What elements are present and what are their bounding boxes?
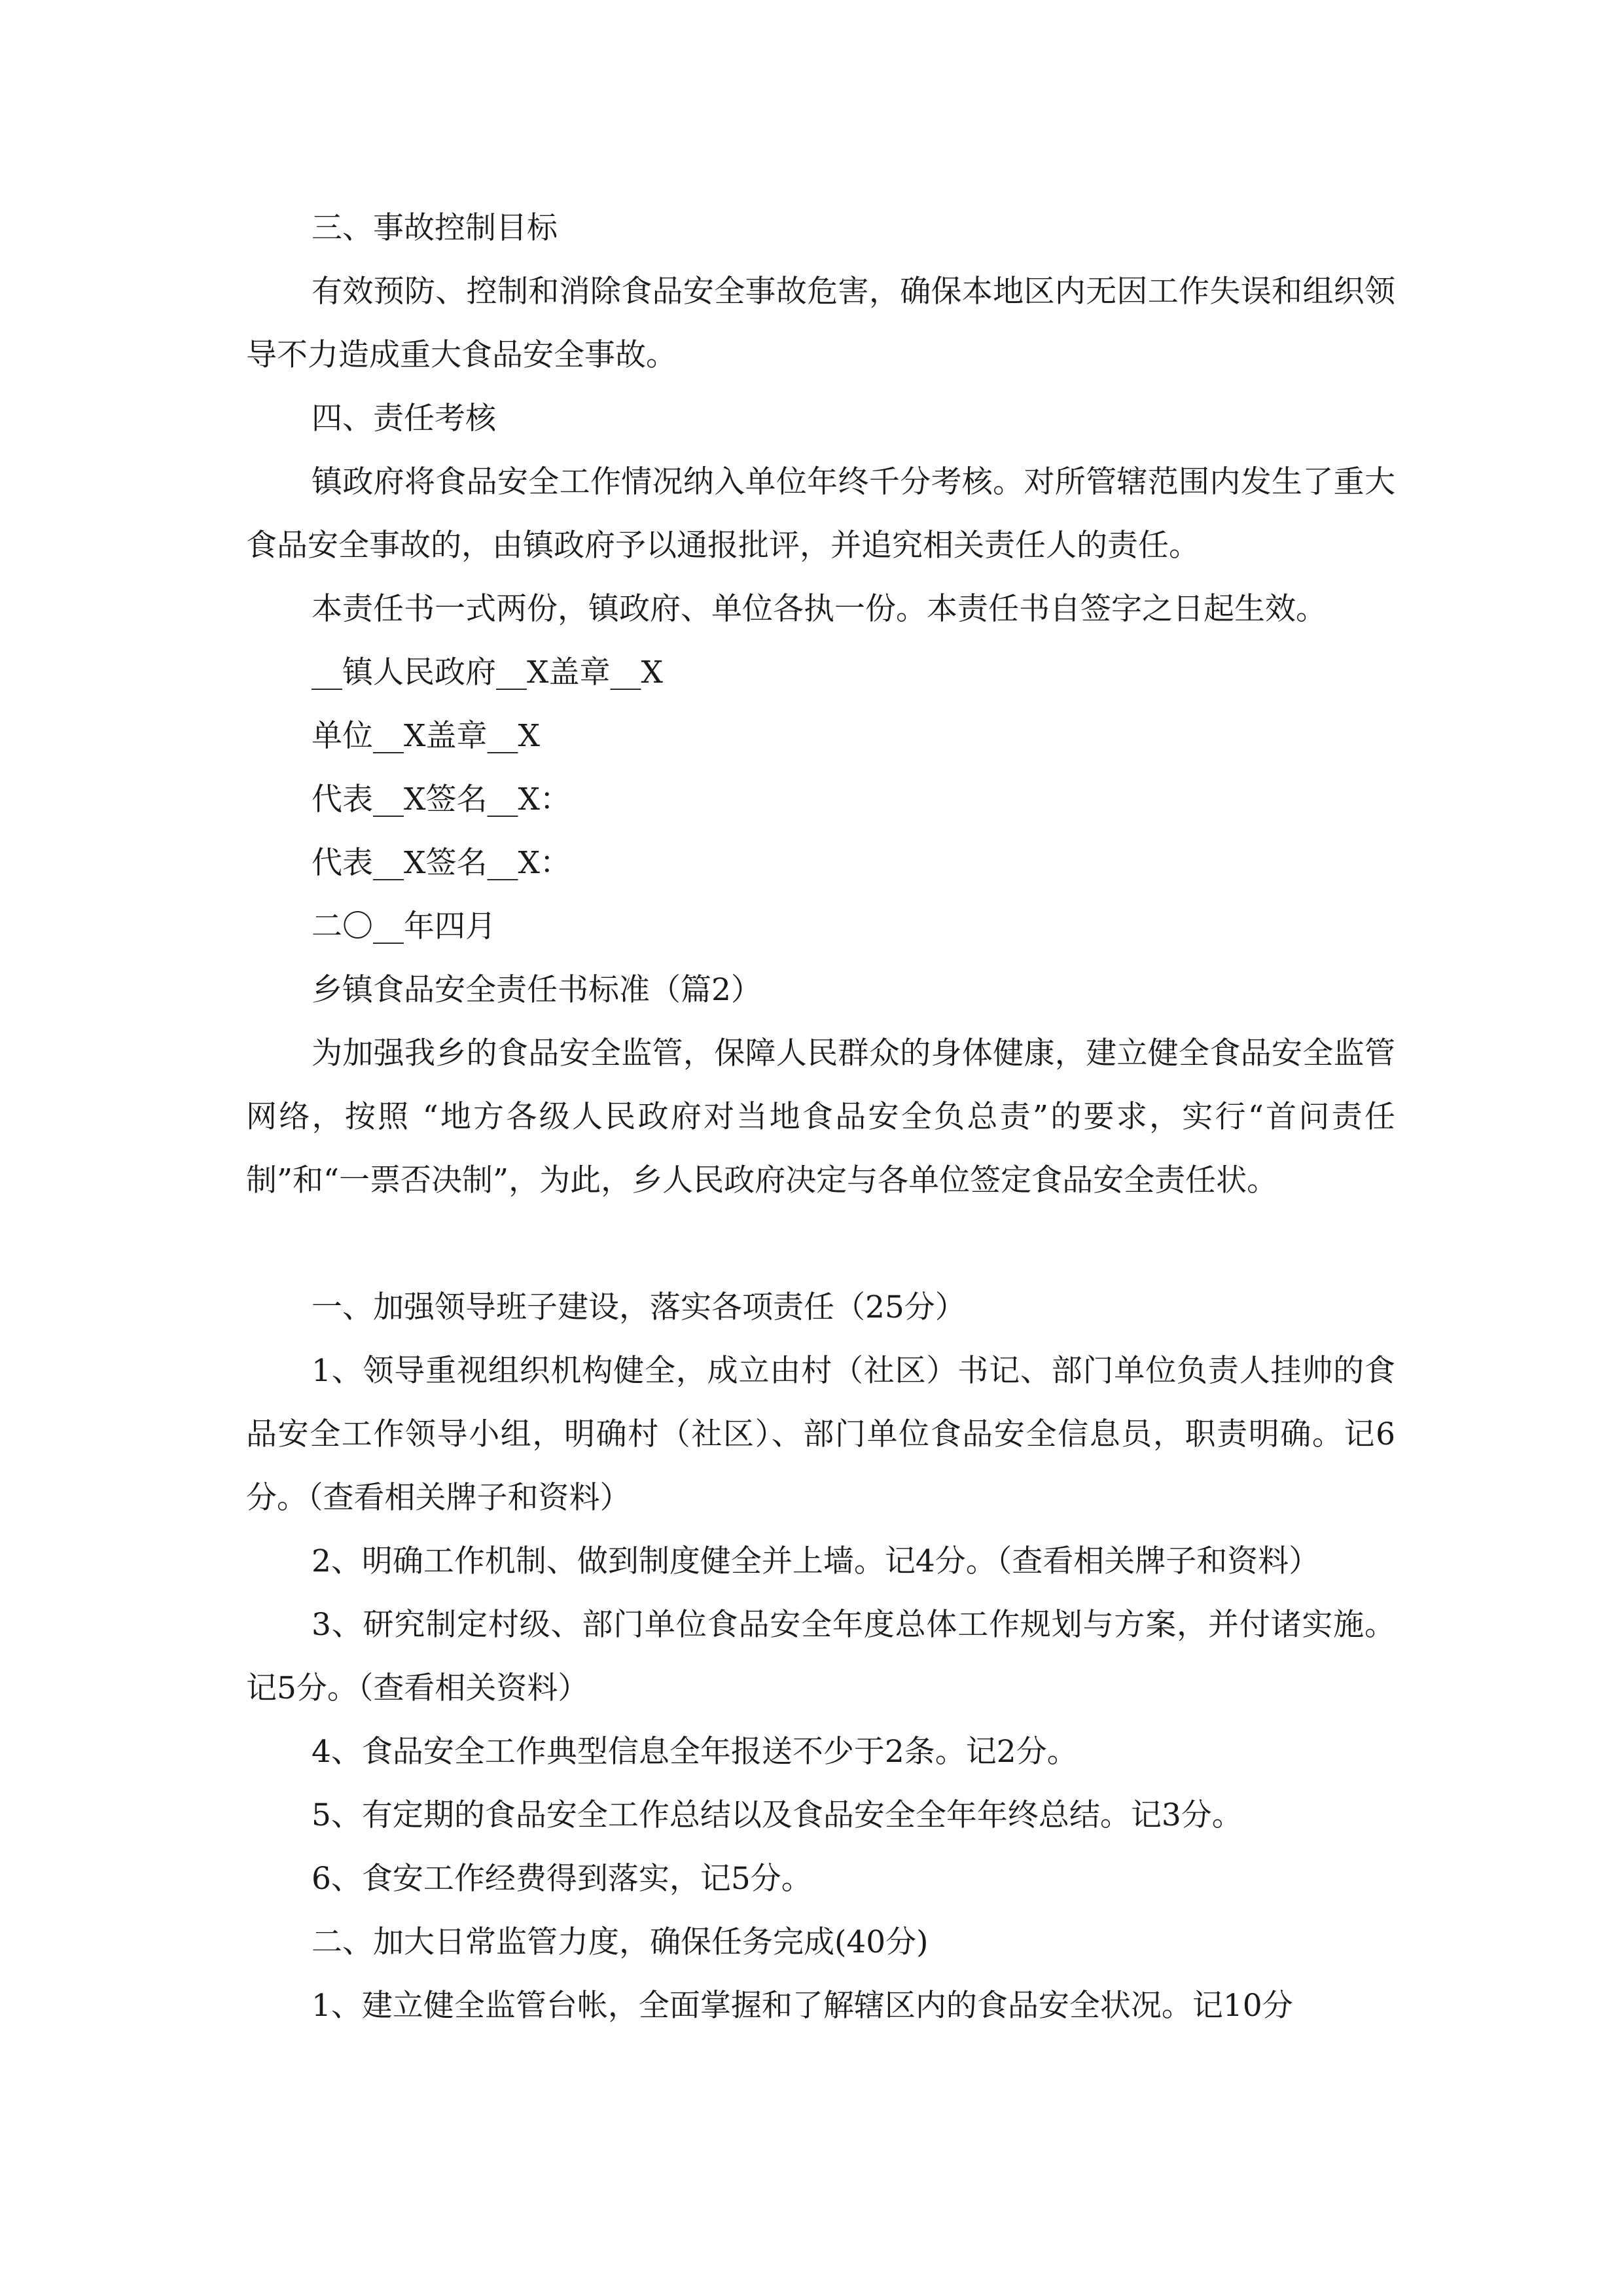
- item-leadership-4: 4、食品安全工作典型信息全年报送不少于2条。记2分。: [312, 1734, 1078, 1770]
- heading-supervision: 二、加大日常监管力度，确保任务完成(40分): [312, 1924, 929, 1960]
- document-date: 二〇__年四月: [312, 908, 496, 944]
- paragraph-assessment: 镇政府将食品安全工作情况纳入单位年终千分考核。对所管辖范围内发生了重大食品安全事故的，由镇政府予以通报批评，并追究相关责任人的责任。: [246, 464, 1395, 564]
- signature-representative-2: 代表__X签名__X：: [312, 845, 571, 881]
- item-leadership-5: 5、有定期的食品安全工作总结以及食品安全全年年终总结。记3分。: [312, 1797, 1243, 1833]
- paragraph-accident-control: 有效预防、控制和消除食品安全事故危害，确保本地区内无因工作失误和组织领导不力造成重大食品安全事故。: [246, 274, 1395, 373]
- paragraph-effective: 本责任书一式两份，镇政府、单位各执一份。本责任书自签字之日起生效。: [312, 591, 1327, 627]
- item-leadership-2: 2、明确工作机制、做到制度健全并上墙。记4分。（查看相关牌子和资料）: [312, 1543, 1320, 1579]
- heading-assessment: 四、责任考核: [312, 401, 496, 437]
- item-leadership-6: 6、食安工作经费得到落实，记5分。: [312, 1861, 812, 1897]
- item-supervision-1: 1、建立健全监管台帐，全面掌握和了解辖区内的食品安全状况。记10分: [312, 1988, 1293, 2024]
- item-leadership-3: 3、研究制定村级、部门单位食品安全年度总体工作规划与方案，并付诸实施。记5分。（查看相关资料）: [246, 1607, 1395, 1706]
- item-leadership-1: 1、领导重视组织机构健全，成立由村（社区）书记、部门单位负责人挂帅的食品安全工作领导小组，明确村（社区）、部门单位食品安全信息员，职责明确。记6分。（查看相关牌子和资料）: [246, 1353, 1395, 1516]
- signature-unit: 单位__X盖章__X: [312, 718, 540, 754]
- heading-accident-control: 三、事故控制目标: [312, 210, 558, 246]
- heading-leadership: 一、加强领导班子建设，落实各项责任（25分）: [312, 1289, 966, 1325]
- paragraph-intro-part2: 为加强我乡的食品安全监管，保障人民群众的身体健康，建立健全食品安全监管网络，按照 “地方各级人民政府对当地食品安全负总责”的要求，实行“首问责任制”和“一票否决制”，为此，乡人民政府决定与各单位签定食品安全责任状。: [246, 1035, 1395, 1198]
- signature-representative-1: 代表__X签名__X：: [312, 781, 571, 817]
- section-title-part2: 乡镇食品安全责任书标准（篇2）: [312, 972, 762, 1008]
- signature-government: __镇人民政府__X盖章__X: [312, 655, 663, 691]
